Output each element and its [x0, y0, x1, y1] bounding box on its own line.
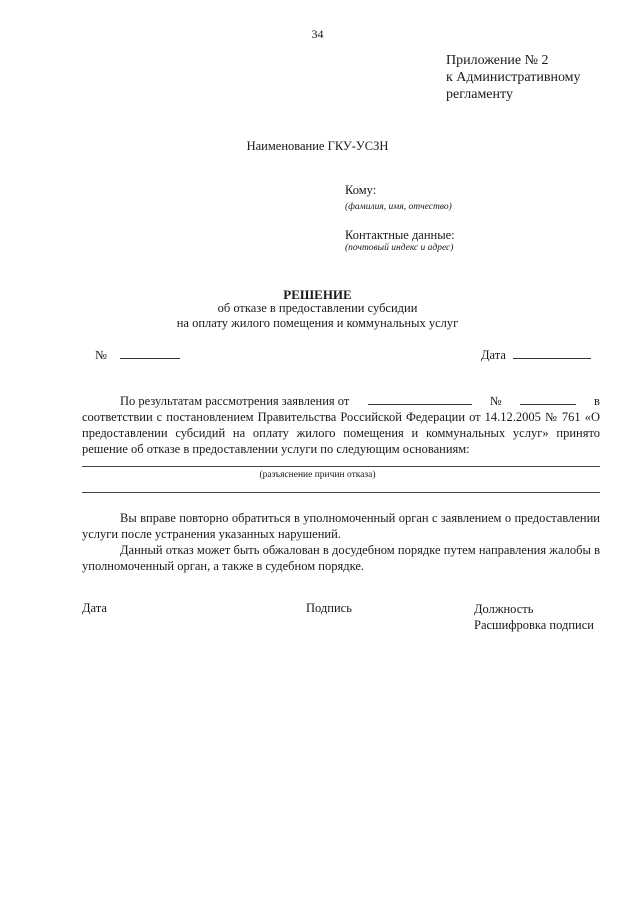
signature-position-label: Должность — [474, 602, 534, 616]
signature-sign-label: Подпись — [306, 601, 352, 615]
paragraph-grounds-from: По результатам рассмотрения заявления от — [120, 394, 350, 408]
paragraph-grounds-no: № — [489, 394, 502, 408]
appendix-line-3: регламенту — [446, 87, 513, 102]
document-title: РЕШЕНИЕ — [283, 287, 352, 302]
appeal-block — [82, 510, 600, 574]
reason-hint: (разъяснение причин отказа) — [259, 470, 376, 480]
date-blank — [513, 347, 591, 359]
paragraph-grounds — [82, 393, 600, 457]
decision-date-field — [481, 347, 591, 363]
page-number: 34 — [311, 27, 324, 41]
application-date-blank — [368, 393, 472, 405]
appendix-line-2: к Административному — [446, 70, 581, 85]
signature-date-label: Дата — [82, 601, 107, 615]
signature-decoding-label: Расшифровка подписи — [474, 618, 594, 632]
paragraph-reapply: Вы вправе повторно обратиться в уполномоченный орган с заявлением о предоставлении услуги после устранения указанных нарушений. — [82, 511, 600, 541]
date-label: Дата — [481, 348, 506, 362]
paragraph-grounds-first-line — [82, 393, 600, 409]
recipient-label: Кому: — [345, 183, 377, 197]
number-label: № — [95, 348, 107, 362]
application-number-blank — [520, 393, 576, 405]
paragraph-grounds-rest: соответствии с постановлением Правительства Российской Федерации от 14.12.2005 № 761 «О предоставлении субсидий на оплату жилого помещения и коммунальных услуг» принято решение об отказе в предоставлении услуги по следующим основаниям: — [82, 410, 600, 456]
document-subtitle-line-2: на оплату жилого помещения и коммунальных услуг — [176, 316, 459, 330]
contact-label: Контактные данные: — [345, 228, 455, 242]
paragraph-appeal: Данный отказ может быть обжалован в досудебном порядке путем направления жалобы в уполномоченный орган, а также в судебном порядке. — [82, 543, 600, 573]
number-blank — [120, 347, 180, 359]
appendix-note — [446, 52, 581, 103]
signature-position-block — [474, 601, 594, 633]
decision-number-field — [95, 347, 180, 363]
recipient-hint: (фамилия, имя, отчество) — [345, 202, 452, 212]
organization-name: Наименование ГКУ-УСЗН — [246, 139, 389, 153]
reason-line-2 — [82, 492, 600, 493]
paragraph-grounds-in: в — [594, 394, 600, 408]
appendix-line-1: Приложение № 2 — [446, 53, 549, 68]
reason-line-1 — [82, 466, 600, 467]
contact-hint: (почтовый индекс и адрес) — [345, 243, 454, 253]
document-subtitle-line-1: об отказе в предоставлении субсидии — [217, 301, 418, 315]
